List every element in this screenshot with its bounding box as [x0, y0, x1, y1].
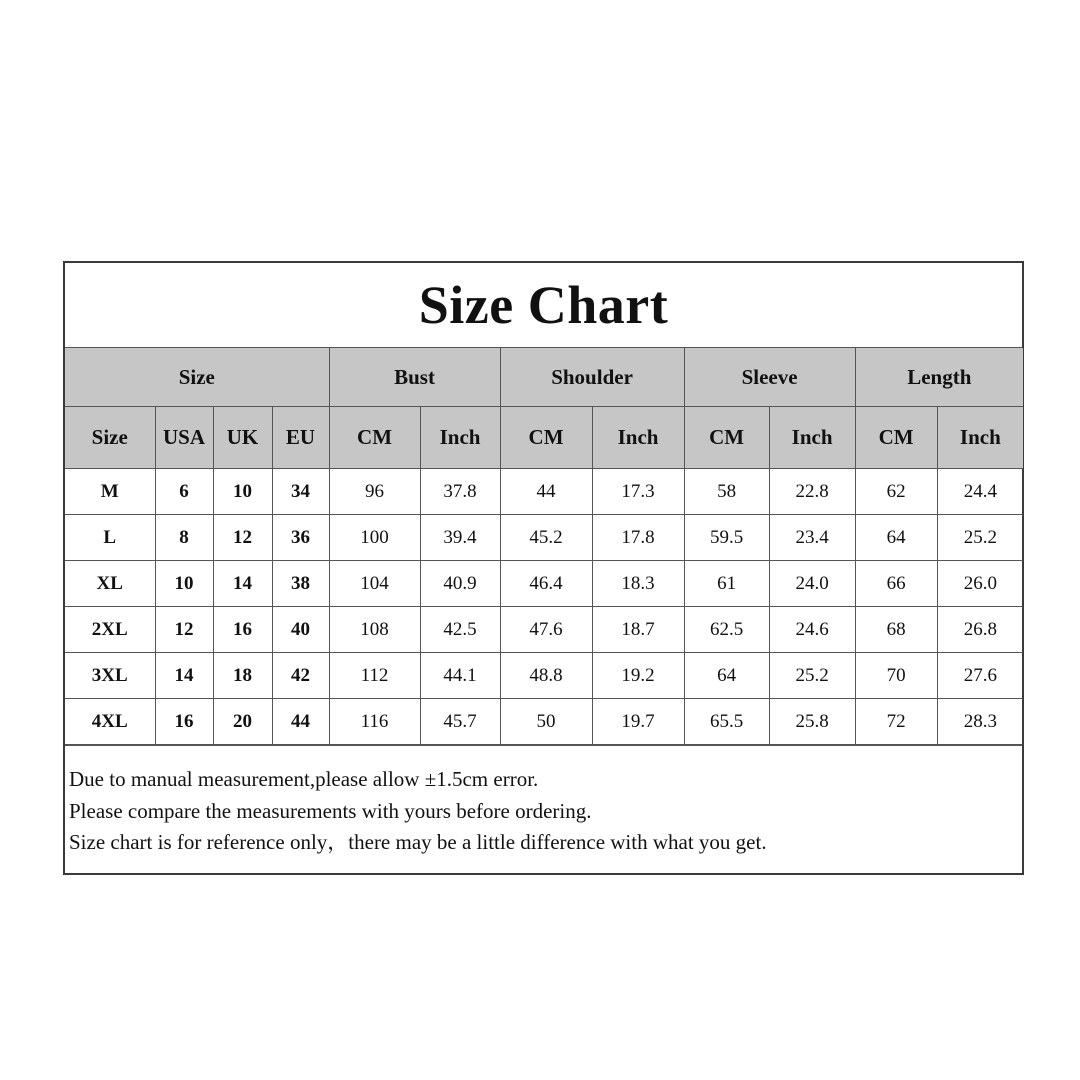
cell-bust-inch: 39.4 [420, 515, 500, 561]
cell-shoulder-inch: 18.3 [592, 561, 684, 607]
cell-shoulder-cm: 47.6 [500, 607, 592, 653]
cell-sleeve-cm: 65.5 [684, 699, 769, 745]
cell-size: L [65, 515, 155, 561]
cell-size: 4XL [65, 699, 155, 745]
cell-size: 3XL [65, 653, 155, 699]
table-row [65, 653, 1023, 699]
cell-sleeve-inch: 25.2 [769, 653, 855, 699]
cell-usa: 6 [155, 469, 213, 515]
cell-shoulder-cm: 48.8 [500, 653, 592, 699]
cell-eu: 38 [272, 561, 329, 607]
cell-length-cm: 66 [855, 561, 937, 607]
size-table [65, 348, 1023, 745]
cell-shoulder-cm: 45.2 [500, 515, 592, 561]
sub-header-usa: USA [155, 407, 213, 469]
cell-bust-cm: 116 [329, 699, 420, 745]
cell-bust-inch: 37.8 [420, 469, 500, 515]
cell-uk: 20 [213, 699, 272, 745]
cell-size: XL [65, 561, 155, 607]
group-header-sleeve: Sleeve [684, 348, 855, 407]
sub-header-sleeve-cm: CM [684, 407, 769, 469]
sub-header-shoulder-cm: CM [500, 407, 592, 469]
cell-sleeve-inch: 24.6 [769, 607, 855, 653]
table-row [65, 699, 1023, 745]
sub-header-length-cm: CM [855, 407, 937, 469]
sub-header-uk: UK [213, 407, 272, 469]
group-header-row [65, 348, 1023, 407]
cell-sleeve-inch: 22.8 [769, 469, 855, 515]
group-header-size: Size [65, 348, 329, 407]
cell-length-cm: 62 [855, 469, 937, 515]
cell-length-inch: 26.8 [937, 607, 1023, 653]
table-row [65, 607, 1023, 653]
cell-uk: 18 [213, 653, 272, 699]
note-line: Size chart is for reference only，there may be a little difference with what you get. [69, 830, 767, 854]
cell-size: 2XL [65, 607, 155, 653]
sub-header-size: Size [65, 407, 155, 469]
cell-length-cm: 72 [855, 699, 937, 745]
cell-length-cm: 64 [855, 515, 937, 561]
cell-shoulder-inch: 19.7 [592, 699, 684, 745]
note-line: Please compare the measurements with yours before ordering. [69, 798, 592, 823]
cell-eu: 44 [272, 699, 329, 745]
cell-length-inch: 28.3 [937, 699, 1023, 745]
cell-length-inch: 24.4 [937, 469, 1023, 515]
cell-shoulder-inch: 19.2 [592, 653, 684, 699]
cell-shoulder-inch: 17.8 [592, 515, 684, 561]
cell-bust-cm: 96 [329, 469, 420, 515]
cell-sleeve-inch: 23.4 [769, 515, 855, 561]
cell-usa: 14 [155, 653, 213, 699]
chart-title: Size Chart [65, 263, 1022, 348]
table-row [65, 561, 1023, 607]
cell-sleeve-cm: 58 [684, 469, 769, 515]
cell-length-cm: 70 [855, 653, 937, 699]
cell-sleeve-inch: 24.0 [769, 561, 855, 607]
cell-sleeve-cm: 64 [684, 653, 769, 699]
cell-eu: 40 [272, 607, 329, 653]
cell-bust-inch: 42.5 [420, 607, 500, 653]
sub-header-bust-cm: CM [329, 407, 420, 469]
table-row [65, 515, 1023, 561]
sub-header-bust-inch: Inch [420, 407, 500, 469]
cell-uk: 16 [213, 607, 272, 653]
cell-bust-cm: 100 [329, 515, 420, 561]
group-header-shoulder: Shoulder [500, 348, 684, 407]
cell-eu: 34 [272, 469, 329, 515]
cell-bust-inch: 40.9 [420, 561, 500, 607]
cell-length-inch: 26.0 [937, 561, 1023, 607]
cell-shoulder-cm: 46.4 [500, 561, 592, 607]
cell-bust-cm: 108 [329, 607, 420, 653]
sub-header-shoulder-inch: Inch [592, 407, 684, 469]
cell-sleeve-inch: 25.8 [769, 699, 855, 745]
table-row [65, 469, 1023, 515]
group-header-bust: Bust [329, 348, 500, 407]
cell-uk: 14 [213, 561, 272, 607]
cell-bust-cm: 112 [329, 653, 420, 699]
cell-uk: 10 [213, 469, 272, 515]
cell-size: M [65, 469, 155, 515]
cell-usa: 16 [155, 699, 213, 745]
cell-usa: 10 [155, 561, 213, 607]
cell-length-inch: 25.2 [937, 515, 1023, 561]
cell-length-cm: 68 [855, 607, 937, 653]
cell-eu: 42 [272, 653, 329, 699]
cell-length-inch: 27.6 [937, 653, 1023, 699]
cell-bust-inch: 45.7 [420, 699, 500, 745]
measurement-notes [65, 745, 1022, 873]
cell-usa: 12 [155, 607, 213, 653]
cell-uk: 12 [213, 515, 272, 561]
size-chart [63, 261, 1024, 875]
note-line: Due to manual measurement,please allow ±1.5cm error. [69, 767, 539, 791]
cell-shoulder-cm: 44 [500, 469, 592, 515]
cell-shoulder-inch: 17.3 [592, 469, 684, 515]
cell-sleeve-cm: 59.5 [684, 515, 769, 561]
cell-shoulder-cm: 50 [500, 699, 592, 745]
cell-bust-cm: 104 [329, 561, 420, 607]
cell-eu: 36 [272, 515, 329, 561]
cell-shoulder-inch: 18.7 [592, 607, 684, 653]
cell-sleeve-cm: 61 [684, 561, 769, 607]
sub-header-sleeve-inch: Inch [769, 407, 855, 469]
sub-header-eu: EU [272, 407, 329, 469]
cell-bust-inch: 44.1 [420, 653, 500, 699]
cell-sleeve-cm: 62.5 [684, 607, 769, 653]
sub-header-row [65, 407, 1023, 469]
sub-header-length-inch: Inch [937, 407, 1023, 469]
cell-usa: 8 [155, 515, 213, 561]
group-header-length: Length [855, 348, 1023, 407]
